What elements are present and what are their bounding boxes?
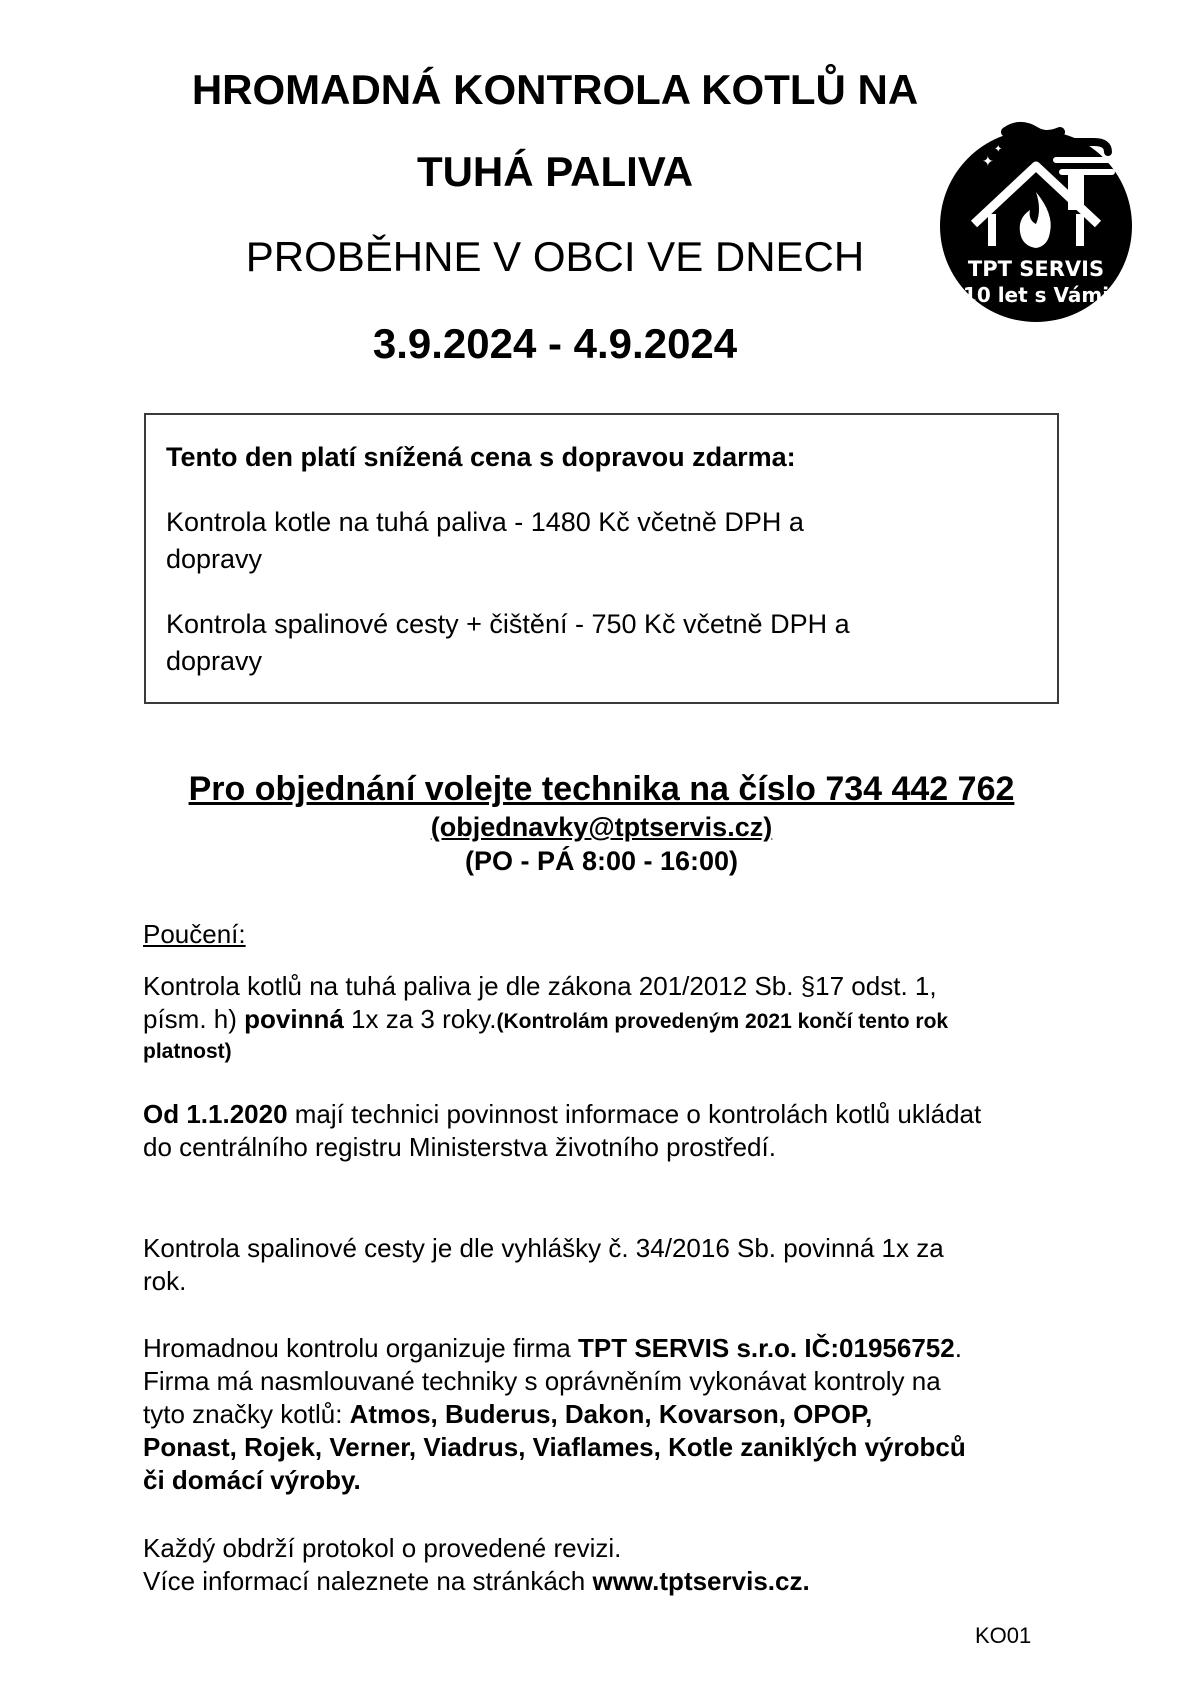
offer-box xyxy=(144,413,1059,704)
office-hours: (PO - PÁ 8:00 - 16:00) xyxy=(464,846,739,876)
p4-line-4 xyxy=(143,1431,1078,1464)
p4-company: TPT SERVIS s.r.o. IČ:01956752 xyxy=(578,1333,955,1363)
p3-line-1: Kontrola spalinové cesty je dle vyhlášky č. 34/2016 Sb. povinná 1x za xyxy=(143,1233,944,1263)
info-paragraph-5 xyxy=(143,1532,1078,1598)
website-link[interactable]: www.tptservis.cz. xyxy=(592,1566,810,1596)
p1-line-2 xyxy=(143,1003,1078,1038)
p4-line-3 xyxy=(143,1398,1078,1431)
company-logo xyxy=(936,114,1136,324)
chimney-house-logo-icon xyxy=(936,114,1136,324)
document-code: KO01 xyxy=(975,1623,1032,1648)
p4-line-1-a: Hromadnou kontrolu organizuje firma xyxy=(143,1333,578,1363)
p4-line-1 xyxy=(143,1332,1078,1365)
p1-validity-note-end: platnost) xyxy=(143,1040,232,1063)
offer-heading: Tento den platí snížená cena s dopravou zdarma: xyxy=(166,442,796,472)
subtitle: PROBĚHNE V OBCI VE DNECH xyxy=(245,233,865,280)
logo-text-line-2: 10 let s Vámi xyxy=(962,283,1110,307)
info-paragraph-3 xyxy=(143,1232,1078,1298)
logo-text-line-1: TPT SERVIS xyxy=(967,257,1105,281)
p4-brands-1: Atmos, Buderus, Dakon, Kovarson, OPOP, xyxy=(349,1399,873,1429)
p4-line-5 xyxy=(143,1464,1078,1497)
p2-line-1-rest: mají technici povinnost informace o kontrolách kotlů ukládat xyxy=(287,1099,982,1129)
contact-block xyxy=(144,768,1059,878)
p2-line-1 xyxy=(143,1098,1078,1131)
offer-item-2-line-1: Kontrola spalinové cesty + čištění - 750 Kč včetně DPH a xyxy=(166,609,850,639)
p2-line-2: do centrálního registru Ministerstva životního prostředí. xyxy=(143,1132,776,1162)
p4-brands-3: či domácí výroby. xyxy=(143,1465,361,1495)
title-line-1: HROMADNÁ KONTROLA KOTLŮ NA xyxy=(191,66,919,113)
info-paragraph-4 xyxy=(143,1332,1078,1497)
svg-text:✦: ✦ xyxy=(994,144,1003,155)
offer-item-1-line-2: dopravy xyxy=(166,544,263,574)
p4-brands-2: Ponast, Rojek, Verner, Viadrus, Viaflames, Kotle zaniklých výrobců xyxy=(143,1432,966,1462)
email-link[interactable]: (objednavky@tptservis.cz) xyxy=(430,812,773,842)
p1-line-1: Kontrola kotlů na tuhá paliva je dle zákona 201/2012 Sb. §17 odst. 1, xyxy=(143,971,937,1001)
p1-mandatory: povinná xyxy=(244,1004,344,1034)
p3-line-2: rok. xyxy=(143,1266,187,1296)
p4-line-1-b: . xyxy=(954,1333,962,1363)
p1-line-2-a: písm. h) xyxy=(143,1004,245,1034)
p4-line-3-a: tyto značky kotlů: xyxy=(143,1399,350,1429)
offer-item-2-line-2: dopravy xyxy=(166,646,263,676)
p1-validity-note: (Kontrolám provedeným 2021 končí tento rok xyxy=(496,1010,949,1033)
p5-line-1: Každý obdrží protokol o provedené revizi. xyxy=(143,1533,622,1563)
info-paragraph-1 xyxy=(143,970,1078,1066)
p4-line-2: Firma má nasmlouvané techniky s oprávněním vykonávat kontroly na xyxy=(143,1366,941,1396)
title-line-2: TUHÁ PALIVA xyxy=(416,148,694,195)
p5-line-2-a: Více informací naleznete na stránkách xyxy=(143,1566,593,1596)
p5-line-2 xyxy=(143,1565,1078,1598)
phone-line[interactable]: Pro objednání volejte technika na číslo 734 442 762 xyxy=(188,770,1015,808)
dates: 3.9.2024 - 4.9.2024 xyxy=(372,320,738,367)
svg-text:✦: ✦ xyxy=(982,154,994,170)
offer-item-1-line-1: Kontrola kotle na tuhá paliva - 1480 Kč včetně DPH a xyxy=(166,507,804,537)
p1-line-2-b: 1x za 3 roky. xyxy=(343,1004,497,1034)
p2-date: Od 1.1.2020 xyxy=(143,1099,288,1129)
info-heading: Poučení: xyxy=(143,919,246,949)
info-paragraph-2 xyxy=(143,1098,1078,1164)
